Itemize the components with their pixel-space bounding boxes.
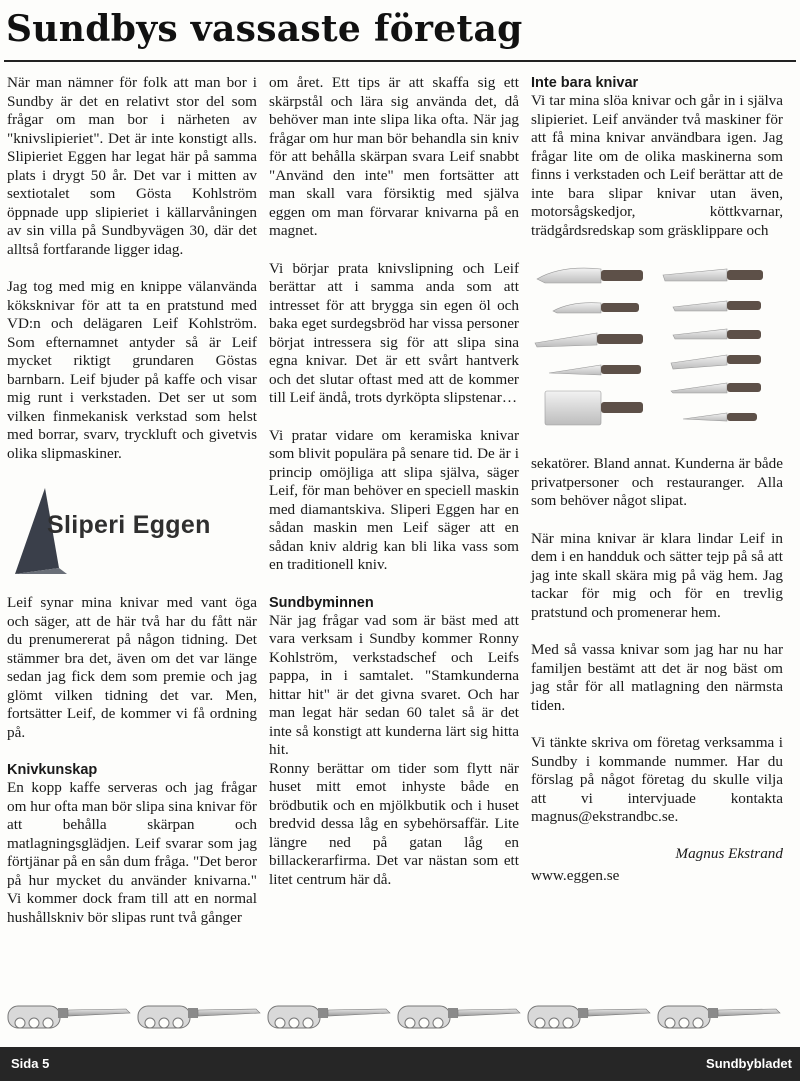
paragraph: När jag frågar vad som är bäst med att vara verksam i Sundby kommer Ronny Kohlström, verkstadschef och Leifs pappa, in i samtalet. "Stamkunderna hittar hit" är det givna svaret. Och har man legat här sedan 60 talet så är det inte så konstigt att kunderna lärt sig hitta hit. (269, 611, 519, 758)
knife-icon (663, 269, 763, 281)
paragraph: Vi tänkte skriva om företag verksamma i Sundby i kommande nummer. Har du förslag på något företag du skulle vilja att vi intervjuade kontakta magnus@ekstrandbc.se. (531, 734, 783, 825)
paragraph: sekatörer. Bland annat. Kunderna är både privatpersoner och restauranger. Alla som behöver något slipat. (531, 455, 783, 509)
cleaver-icon (545, 391, 643, 425)
subheading: Sundbyminnen (269, 594, 374, 611)
knife-icon (673, 329, 761, 339)
paragraph: Leif synar mina knivar med vant öga och säger, att de här två har du fått när du prenumererat på någon tidning. Det stämmer bra det, även om det var länge sedan jag fick dem som premie och jag glömt vilken tidning det var. Men, fortsätter Leif, de kommer vi få ordning på. (7, 594, 257, 741)
paragraph: Ronny berättar om tider som flytt när huset mitt emot inhyste både en brödbutik och en mjölkbutik och i huset bredvid dessa låg en sybehörsaffär. Lite längre ned på gatan låg en billackerarfirma. Det var nästan som ett litet centrum här då. (269, 759, 519, 888)
trench-knife-icon (528, 1006, 650, 1028)
trench-knife-icon (8, 1006, 130, 1028)
knife-illustration (531, 259, 783, 435)
trench-knife-icon (138, 1006, 260, 1028)
headline: Sundbys vassaste företag (6, 8, 523, 50)
trench-knife-icon (658, 1006, 780, 1028)
author-byline: Magnus Ekstrand (675, 844, 783, 862)
column-2 (269, 74, 519, 908)
subheading: Inte bara knivar (531, 75, 639, 91)
paragraph: Vi pratar vidare om keramiska knivar som blivit populära på senare tid. De är i princip omöjliga att slipa själva, säger Leif, för man behöver en speciell maskin med diamantskiva. Sliperi Eggen har en sådan maskin men Leif säger att en sådan kniv aldrig kan bli lika vass som en traditionell kniv. (269, 426, 519, 573)
knife-icon (673, 301, 761, 311)
knife-icon (683, 413, 757, 421)
trench-knife-icon (268, 1006, 390, 1028)
paragraph: om året. Ett tips är att skaffa sig ett skärpstål och lära sig använda det, då behöver man inte slipa lika ofta. När jag frågar om hur man bör behandla sin kniv för att behålla skärpan svara Leif snabbt "Använd den inte" men fortsätter att man skall vara försiktig med själva eggen om man förvarar knivarna på en magnet. (269, 74, 519, 239)
paragraph: Vi tar mina slöa knivar och går in i själva slipieriet. Leif använder två maskiner för att få mina knivar användbara igen. Jag frågar lite om de olika maskinerna som finns i verkstaden och Leif berättar att de inte bara slipar knivar utan även, motorsågskedjor, köttkvarnar, trädgårdsredskap som gräsklippare och (531, 92, 783, 239)
publication-name: Sundbybladet (706, 1056, 792, 1071)
sliperi-eggen-logo (7, 482, 257, 578)
paragraph: När mina knivar är klara lindar Leif in dem i en handduk och sätter tejp på så att jag inte skall skära mig på väg hem. Jag tackar för mig och för en trevlig pratstund och promenerar hem. (531, 529, 783, 621)
knives-image (531, 259, 783, 435)
page-number: Sida 5 (11, 1056, 50, 1071)
knife-icon (671, 383, 761, 393)
paragraph: När man nämner för folk att man bor i Sundby är det en relativt stor del som frågar om man bor i närheten av "knivslipieriet". Det är inte konstigt alls. Slipieriet Eggen har legat här på samma plats i drygt 50 år. Det var i mitten av sextiotalet som Gösta Kohlström öppnade upp slipieriet i källarvåningen av sin villa på Sundbyvägen 30, där det alltså fortfarande ligger idag. (7, 74, 257, 258)
headline-rule (4, 60, 796, 62)
utility-knife-icon (553, 303, 639, 313)
column-3 (531, 74, 783, 886)
paragraph: Med så vassa knivar som jag har nu har familjen bestämt att det är nog bäst om jag står för all matlagning den närmsta tiden. (531, 641, 783, 714)
paragraph: En kopp kaffe serveras och jag frågar om hur ofta man bör slipa sina knivar för att behålla skärpan och matlagningsglädjen. Leif svarar som jag förtjänar på en sån dum fråga. "Det beror på hur mycket du använder knivarna." Vi kommer dock fram till att en normal hushållskniv bör slipas runt två gånger (7, 779, 257, 926)
paragraph: Jag tog med mig en knippe välanvända köksknivar för att ta en pratstund med VD:n och delägaren Leif Kohlström. Som efternamnet antyder så är Leif mycket riktigt grundaren Göstas barnbarn. Leif bjuder på kaffe och visar mig runt i verkstaden. Det ser ut som vilken finmekanisk verkstad som helst med borrar, svarv, tryckluft och givetvis olika slipmaskiner. (7, 278, 257, 462)
page-footer (0, 1047, 800, 1081)
subheading: Knivkunskap (7, 762, 98, 778)
column-1 (7, 74, 257, 946)
chef-knife-icon (537, 268, 643, 283)
slicing-knife-icon (535, 333, 643, 347)
trench-knife-border (0, 996, 800, 1040)
paragraph: Vi börjar prata knivslipning och Leif berättar att i samma anda som att intresset för att brygga sin egen öl och baka eget surdegsbröd har vissa personer börjat intressera sig för att slipa sina egna knivar. Det är ett svårt hantverk och det slutar oftast med att de kommer till Leif ändå, trots dyrköpta slipstenar… (269, 259, 519, 406)
paring-knife-icon (549, 365, 641, 375)
website-link[interactable]: www.eggen.se (531, 867, 620, 884)
trench-knife-icon (398, 1006, 520, 1028)
serrated-knife-icon (671, 355, 761, 369)
logo-text: Sliperi Eggen (47, 511, 211, 539)
